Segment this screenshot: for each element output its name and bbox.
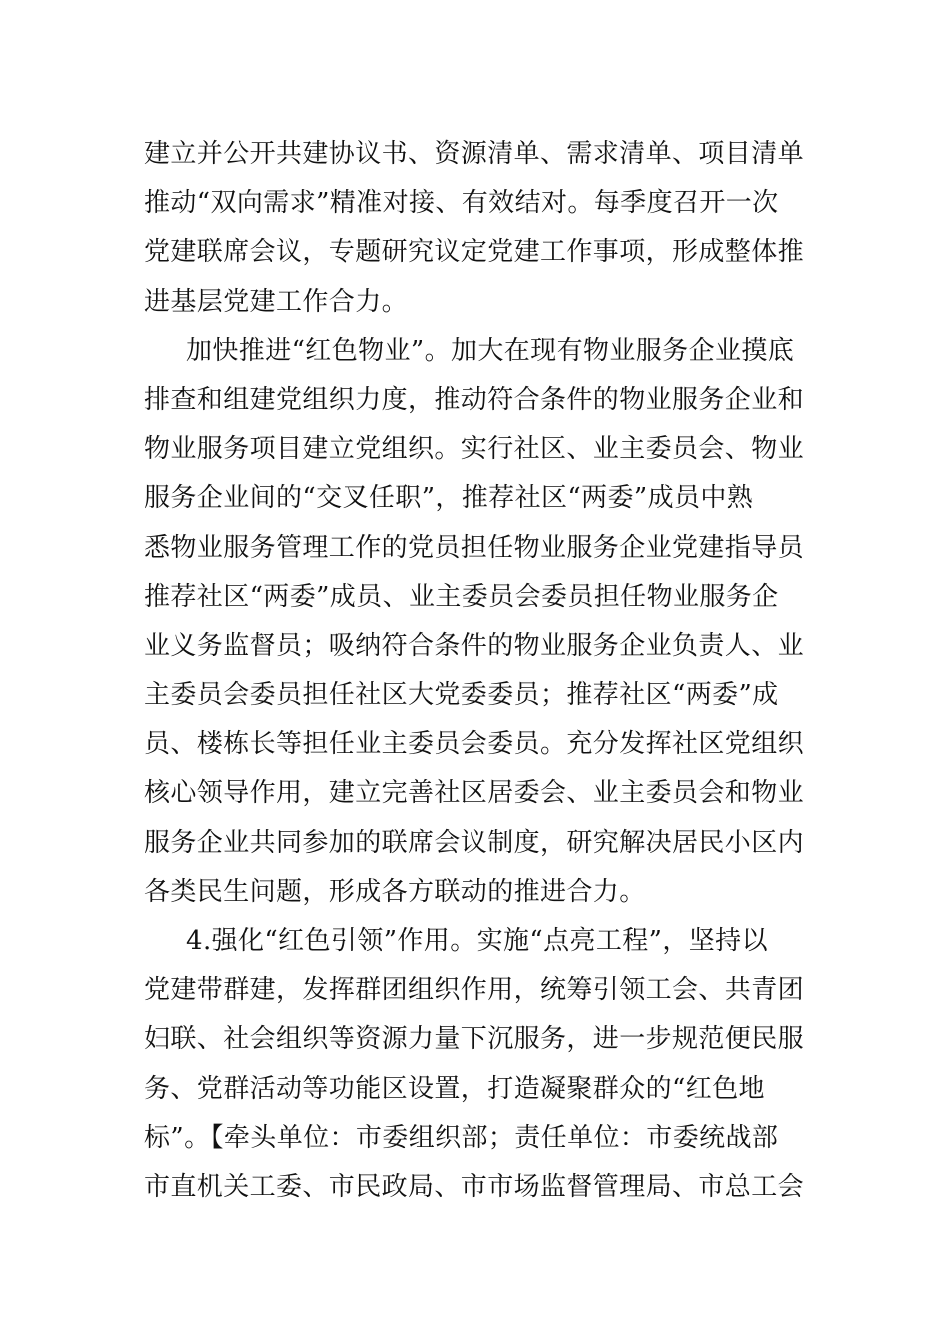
text-line-13: 员、楼栋长等担任业主委员会委员。充分发挥社区党组织 xyxy=(144,729,805,760)
text-line-17: 4.强化“红色引领”作用。实施“点亮工程”，坚持以 xyxy=(186,926,768,956)
text-line-15: 服务企业共同参加的联席会议制度，研究解决居民小区内 xyxy=(144,827,805,858)
text-line-6: 排查和组建党组织力度，推动符合条件的物业服务企业和 xyxy=(144,384,805,415)
text-line-5: 加快推进“红色物业”。加大在现有物业服务企业摸底 xyxy=(186,335,795,366)
text-line-3: 党建联席会议，专题研究议定党建工作事项，形成整体推 xyxy=(144,237,805,268)
text-line-2: 推动“双向需求”精准对接、有效结对。每季度召开一次 xyxy=(144,188,779,219)
text-line-1: 建立并公开共建协议书、资源清单、需求清单、项目清单 xyxy=(144,139,805,169)
text-line-16: 各类民生问题，形成各方联动的推进合力。 xyxy=(144,876,646,907)
text-line-14: 核心领导作用，建立完善社区居委会、业主委员会和物业 xyxy=(144,778,805,809)
text-line-10: 推荐社区“两委”成员、业主委员会委员担任物业服务企 xyxy=(144,581,779,612)
text-line-22: 市直机关工委、市民政局、市市场监督管理局、市总工会 xyxy=(144,1171,805,1202)
text-line-8: 服务企业间的“交叉任职”，推荐社区“两委”成员中熟 xyxy=(144,483,754,514)
text-line-18: 党建带群建，发挥群团组织作用，统筹引领工会、共青团 xyxy=(144,975,805,1006)
text-line-9: 悉物业服务管理工作的党员担任物业服务企业党建指导员 xyxy=(144,532,805,563)
text-line-19: 妇联、社会组织等资源力量下沉服务，进一步规范便民服 xyxy=(144,1024,805,1055)
text-line-11: 业义务监督员；吸纳符合条件的物业服务企业负责人、业 xyxy=(144,630,805,661)
text-line-12: 主委员会委员担任社区大党委委员；推荐社区“两委”成 xyxy=(144,680,779,711)
text-line-4: 进基层党建工作合力。 xyxy=(144,286,409,317)
text-line-7: 物业服务项目建立党组织。实行社区、业主委员会、物业 xyxy=(144,434,805,465)
text-line-21: 标”。【牵头单位：市委组织部；责任单位：市委统战部 xyxy=(144,1122,779,1153)
body-text xyxy=(144,130,814,1212)
text-line-20: 务、党群活动等功能区设置，打造凝聚群众的“红色地 xyxy=(144,1073,765,1104)
